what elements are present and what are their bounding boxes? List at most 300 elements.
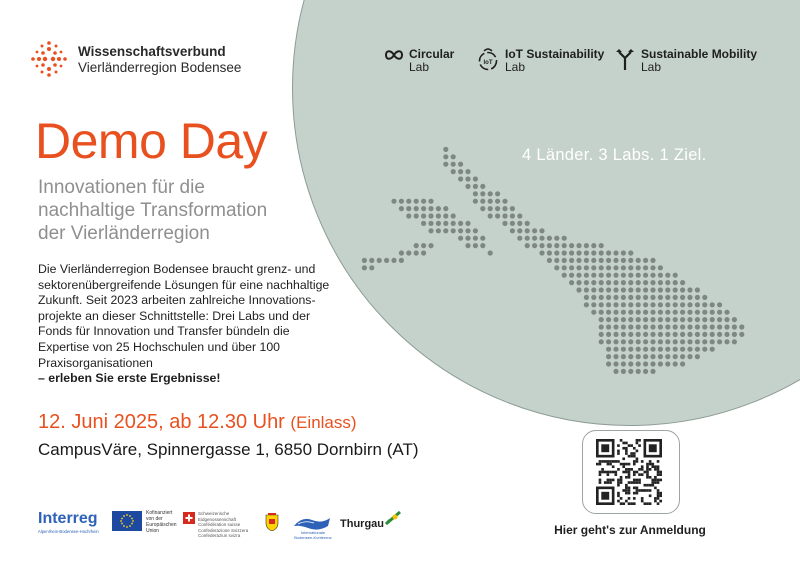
map-dot xyxy=(406,206,411,211)
qr-module xyxy=(657,473,660,476)
map-dot xyxy=(539,250,544,255)
thurgau-logo: Thurgau xyxy=(340,518,384,530)
qr-module xyxy=(601,471,604,474)
lab-circular-sub: Lab xyxy=(409,60,430,74)
map-dot xyxy=(591,258,596,263)
qr-module xyxy=(638,439,641,442)
map-dot xyxy=(613,332,618,337)
map-dot xyxy=(717,339,722,344)
qr-module xyxy=(617,479,620,482)
map-dot xyxy=(428,228,433,233)
map-dot xyxy=(539,236,544,241)
map-dot xyxy=(599,332,604,337)
map-dot xyxy=(591,295,596,300)
map-dot xyxy=(613,354,618,359)
map-dot xyxy=(658,332,663,337)
map-dot xyxy=(658,347,663,352)
map-dot xyxy=(584,250,589,255)
qr-module xyxy=(622,489,625,492)
map-dot xyxy=(510,213,515,218)
qr-module xyxy=(646,463,649,466)
qr-module xyxy=(654,476,657,479)
qr-module xyxy=(649,494,652,497)
map-dot xyxy=(613,273,618,278)
qr-module xyxy=(646,484,649,487)
map-dot xyxy=(650,339,655,344)
map-dot xyxy=(643,332,648,337)
map-dot xyxy=(717,302,722,307)
ibk-text: Internationale Bodensee-Konferenz xyxy=(294,530,332,540)
qr-module xyxy=(657,492,660,495)
map-dot xyxy=(628,302,633,307)
map-dot xyxy=(576,243,581,248)
map-dot xyxy=(732,339,737,344)
infinity-icon xyxy=(385,48,403,62)
map-dot xyxy=(702,295,707,300)
map-dot xyxy=(724,324,729,329)
map-dot xyxy=(695,302,700,307)
map-dot xyxy=(532,243,537,248)
map-dot xyxy=(562,265,567,270)
qr-module xyxy=(657,502,660,505)
map-dot xyxy=(473,191,478,196)
map-dot xyxy=(458,176,463,181)
qr-module xyxy=(644,484,647,487)
map-dot xyxy=(480,184,485,189)
map-dot xyxy=(636,339,641,344)
qr-module xyxy=(636,489,639,492)
thurgau-lion-icon xyxy=(384,510,402,526)
qr-module xyxy=(641,473,644,476)
map-dot xyxy=(658,317,663,322)
qr-module xyxy=(649,502,652,505)
map-dot xyxy=(495,191,500,196)
qr-module xyxy=(628,468,631,471)
qr-module xyxy=(625,500,628,503)
map-dot xyxy=(510,206,515,211)
map-dot xyxy=(443,206,448,211)
qr-code-icon[interactable] xyxy=(596,439,662,505)
qr-module xyxy=(657,489,660,492)
map-dot xyxy=(710,347,715,352)
map-dot xyxy=(695,287,700,292)
qr-module xyxy=(651,481,654,484)
map-dot xyxy=(613,287,618,292)
map-dot xyxy=(710,310,715,315)
map-dot xyxy=(606,295,611,300)
qr-module xyxy=(617,468,620,471)
map-dot xyxy=(636,347,641,352)
map-dot xyxy=(525,221,530,226)
map-dot xyxy=(584,265,589,270)
map-dot xyxy=(717,332,722,337)
qr-module xyxy=(604,460,607,463)
map-dot xyxy=(636,310,641,315)
map-dot xyxy=(502,206,507,211)
map-dot xyxy=(458,169,463,174)
map-dot xyxy=(443,213,448,218)
map-dot xyxy=(680,354,685,359)
map-dot xyxy=(643,310,648,315)
map-dot xyxy=(680,347,685,352)
map-dot xyxy=(628,273,633,278)
qr-module xyxy=(620,497,623,500)
map-dot xyxy=(428,206,433,211)
map-dot xyxy=(621,287,626,292)
map-dot xyxy=(458,221,463,226)
map-dot xyxy=(458,228,463,233)
qr-module xyxy=(609,460,612,463)
map-dot xyxy=(517,228,522,233)
map-dot xyxy=(636,258,641,263)
map-dot xyxy=(547,236,552,241)
map-dot xyxy=(584,280,589,285)
map-dot xyxy=(606,354,611,359)
map-dot xyxy=(650,369,655,374)
body-text xyxy=(38,262,338,387)
map-dot xyxy=(613,258,618,263)
qr-module xyxy=(651,479,654,482)
map-dot xyxy=(643,287,648,292)
qr-module xyxy=(641,460,644,463)
map-dot xyxy=(673,280,678,285)
map-dot xyxy=(665,280,670,285)
map-dot xyxy=(650,295,655,300)
map-dot xyxy=(643,369,648,374)
map-dot xyxy=(717,317,722,322)
map-dot xyxy=(525,228,530,233)
map-dot xyxy=(547,250,552,255)
map-dot xyxy=(695,347,700,352)
map-dot xyxy=(436,213,441,218)
map-dot xyxy=(584,287,589,292)
map-dot xyxy=(591,250,596,255)
map-dot xyxy=(702,347,707,352)
map-dot xyxy=(554,258,559,263)
qr-module xyxy=(604,481,607,484)
map-dot xyxy=(643,280,648,285)
qr-module xyxy=(649,444,657,452)
qr-module xyxy=(633,452,636,455)
qr-module xyxy=(607,471,610,474)
qr-module xyxy=(646,502,649,505)
eu-text xyxy=(146,510,177,534)
map-dot xyxy=(576,258,581,263)
qr-module xyxy=(659,494,662,497)
qr-module xyxy=(636,492,639,495)
lab-iot xyxy=(477,48,604,74)
map-dot xyxy=(658,310,663,315)
qr-module xyxy=(620,502,623,505)
map-dot xyxy=(613,324,618,329)
map-dot xyxy=(576,250,581,255)
map-dot xyxy=(650,258,655,263)
map-dot xyxy=(665,361,670,366)
map-dot xyxy=(428,213,433,218)
map-dot xyxy=(436,228,441,233)
map-dot xyxy=(488,213,493,218)
qr-module xyxy=(633,479,636,482)
map-dot xyxy=(636,287,641,292)
map-dot xyxy=(695,317,700,322)
map-dot xyxy=(421,206,426,211)
map-dot xyxy=(517,221,522,226)
map-dot xyxy=(399,199,404,204)
qr-module xyxy=(628,502,631,505)
map-dot xyxy=(680,332,685,337)
subtitle-line: nachhaltige Transformation xyxy=(38,200,268,221)
qr-module xyxy=(620,463,623,466)
qr-module xyxy=(604,471,607,474)
map-dot xyxy=(562,258,567,263)
qr-module xyxy=(644,502,647,505)
qr-module xyxy=(630,455,633,458)
map-dot xyxy=(443,147,448,152)
map-dot xyxy=(680,361,685,366)
qr-module xyxy=(609,471,612,474)
map-dot xyxy=(569,280,574,285)
qr-module xyxy=(625,450,628,453)
map-dot xyxy=(606,339,611,344)
map-dot xyxy=(591,287,596,292)
map-dot xyxy=(673,354,678,359)
map-dot xyxy=(710,324,715,329)
body-cta: – erleben Sie erste Ergebnisse! xyxy=(38,371,221,386)
map-dot xyxy=(576,287,581,292)
qr-module xyxy=(614,471,617,474)
map-dot xyxy=(569,273,574,278)
qr-module xyxy=(599,479,602,482)
qr-module xyxy=(641,489,644,492)
map-dot xyxy=(636,324,641,329)
map-dot xyxy=(569,243,574,248)
map-dot xyxy=(599,265,604,270)
map-dot xyxy=(643,295,648,300)
map-dot xyxy=(702,332,707,337)
map-dot xyxy=(732,332,737,337)
qr-module xyxy=(617,500,620,503)
map-dot xyxy=(599,250,604,255)
iot-icon xyxy=(477,48,499,72)
map-dot xyxy=(591,273,596,278)
qr-module xyxy=(654,465,657,468)
qr-module xyxy=(628,463,631,466)
qr-module xyxy=(636,450,639,453)
qr-module xyxy=(633,455,636,458)
swiss-text xyxy=(198,511,258,539)
map-dot xyxy=(643,324,648,329)
qr-module xyxy=(617,452,620,455)
map-dot xyxy=(613,317,618,322)
map-dot xyxy=(665,332,670,337)
qr-module xyxy=(641,468,644,471)
map-dot xyxy=(488,191,493,196)
qr-module xyxy=(659,473,662,476)
map-dot xyxy=(636,369,641,374)
map-dot xyxy=(673,310,678,315)
qr-module xyxy=(622,442,625,445)
map-dot xyxy=(451,162,456,167)
map-dot xyxy=(414,199,419,204)
qr-module xyxy=(625,471,628,474)
qr-module xyxy=(628,489,631,492)
map-dot xyxy=(636,317,641,322)
qr-module xyxy=(649,489,652,492)
map-dot xyxy=(465,243,470,248)
map-dot xyxy=(480,191,485,196)
map-dot xyxy=(650,354,655,359)
map-dot xyxy=(510,221,515,226)
map-dot xyxy=(599,273,604,278)
map-dot xyxy=(636,273,641,278)
qr-module xyxy=(649,476,652,479)
qr-module xyxy=(659,492,662,495)
map-dot xyxy=(673,302,678,307)
map-dot xyxy=(628,280,633,285)
map-dot xyxy=(525,243,530,248)
qr-module xyxy=(625,487,628,490)
qr-module xyxy=(628,492,631,495)
map-dot xyxy=(687,332,692,337)
qr-module xyxy=(617,444,620,447)
map-dot xyxy=(680,302,685,307)
qr-module xyxy=(609,479,612,482)
qr-module xyxy=(607,460,610,463)
qr-module xyxy=(646,489,649,492)
qr-module xyxy=(612,471,615,474)
qr-module xyxy=(638,468,641,471)
qr-module xyxy=(601,468,604,471)
map-dot xyxy=(606,287,611,292)
map-dot xyxy=(584,295,589,300)
map-dot xyxy=(673,361,678,366)
qr-module xyxy=(654,468,657,471)
qr-module xyxy=(644,489,647,492)
map-dot xyxy=(732,324,737,329)
map-dot xyxy=(539,228,544,233)
map-dot xyxy=(591,280,596,285)
map-dot xyxy=(680,280,685,285)
map-dot xyxy=(665,317,670,322)
map-dot xyxy=(650,280,655,285)
swiss-text-line: Confederazione Svizzera xyxy=(198,527,249,533)
eu-text-line: Kofinanziert xyxy=(146,510,173,516)
eu-text-line: Union xyxy=(146,528,160,534)
map-dot xyxy=(451,169,456,174)
qr-module xyxy=(607,481,610,484)
qr-module xyxy=(651,465,654,468)
map-dot xyxy=(739,332,744,337)
lab-mobility xyxy=(615,48,757,74)
map-dot xyxy=(428,221,433,226)
qr-module xyxy=(636,479,639,482)
qr-module xyxy=(630,481,633,484)
map-dot xyxy=(576,273,581,278)
map-dot xyxy=(502,221,507,226)
map-dot xyxy=(473,184,478,189)
map-dot xyxy=(665,354,670,359)
map-dot xyxy=(658,265,663,270)
qr-module xyxy=(617,450,620,453)
qr-module xyxy=(636,460,639,463)
map-dot xyxy=(414,213,419,218)
map-dot xyxy=(628,250,633,255)
map-dot xyxy=(562,273,567,278)
map-dot xyxy=(680,317,685,322)
map-dot xyxy=(562,243,567,248)
map-dot xyxy=(584,258,589,263)
map-dot xyxy=(628,361,633,366)
map-dot xyxy=(621,265,626,270)
qr-module xyxy=(628,471,631,474)
eu-text-line: Europäischen xyxy=(146,522,177,528)
map-dot xyxy=(421,199,426,204)
qr-module xyxy=(646,476,649,479)
map-dot xyxy=(414,206,419,211)
map-dot xyxy=(687,339,692,344)
qr-module xyxy=(609,481,612,484)
map-dot xyxy=(554,250,559,255)
org-name-line1: Wissenschaftsverbund xyxy=(78,44,226,59)
map-dot xyxy=(658,361,663,366)
map-dot xyxy=(643,265,648,270)
map-dot xyxy=(717,324,722,329)
map-dot xyxy=(473,236,478,241)
map-dot xyxy=(673,317,678,322)
map-dot xyxy=(665,347,670,352)
swiss-text-line: Schweizerische Eidgenossenschaft xyxy=(198,511,237,522)
map-dot xyxy=(465,184,470,189)
qr-module xyxy=(636,487,639,490)
map-dot xyxy=(599,302,604,307)
lab-iot-name: IoT Sustainability xyxy=(505,47,605,61)
qr-module xyxy=(620,439,623,442)
map-dot xyxy=(399,258,404,263)
map-dot xyxy=(480,199,485,204)
qr-module xyxy=(630,468,633,471)
qr-module xyxy=(617,494,620,497)
qr-module xyxy=(620,476,623,479)
qr-module xyxy=(633,473,636,476)
signpost-icon xyxy=(615,48,635,70)
map-dot xyxy=(636,332,641,337)
map-dot xyxy=(621,317,626,322)
map-dot xyxy=(621,310,626,315)
qr-module xyxy=(638,481,641,484)
map-dot xyxy=(665,273,670,278)
map-dot xyxy=(369,258,374,263)
map-dot xyxy=(628,287,633,292)
map-dot xyxy=(621,361,626,366)
qr-module xyxy=(622,471,625,474)
map-dot xyxy=(673,287,678,292)
map-dot xyxy=(451,228,456,233)
qr-module xyxy=(625,489,628,492)
qr-module xyxy=(657,465,660,468)
map-dot xyxy=(606,273,611,278)
qr-module xyxy=(596,463,599,466)
map-dot xyxy=(643,317,648,322)
swiss-text-line: Confederaziun svizra xyxy=(198,533,241,538)
qr-module xyxy=(622,447,625,450)
map-dot xyxy=(658,354,663,359)
qr-module xyxy=(657,468,660,471)
map-dot xyxy=(421,243,426,248)
map-dot xyxy=(621,302,626,307)
map-dot xyxy=(687,302,692,307)
qr-module xyxy=(657,471,660,474)
map-dot xyxy=(621,369,626,374)
